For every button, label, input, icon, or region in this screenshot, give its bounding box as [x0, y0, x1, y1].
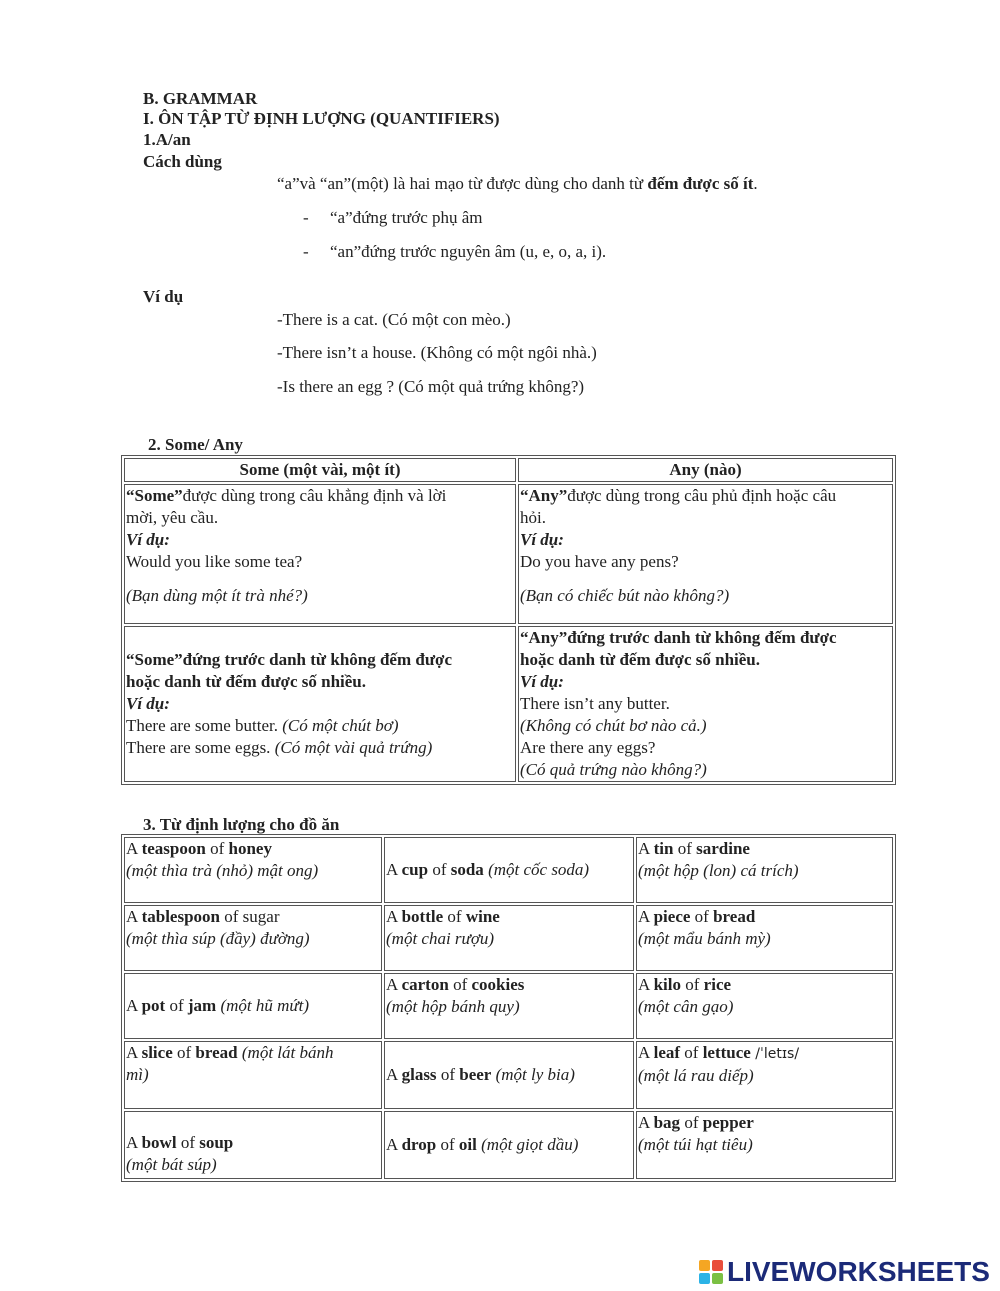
example-translation: (Có một chút bơ)	[282, 716, 399, 735]
any-rule: “Any”đứng trước danh từ không đếm được	[520, 628, 837, 647]
food-cell-text: A	[386, 860, 402, 879]
food-cell-text: pot	[141, 996, 166, 1015]
any-rule-2: hoặc danh từ đếm được số nhiều.	[520, 650, 761, 669]
example-label: Ví dụ:	[520, 672, 564, 691]
food-cell-text: A	[638, 1043, 654, 1062]
food-translation: (một giọt dầu)	[476, 1135, 579, 1154]
food-cell-text: soda	[450, 860, 484, 879]
some-rule: “Some”đứng trước danh từ không đếm được	[126, 650, 453, 669]
food-cell-text: beer	[459, 1065, 492, 1084]
cell-any-usage	[518, 484, 893, 624]
food-translation: (một ly bia)	[491, 1065, 575, 1084]
food-cell	[124, 1111, 382, 1179]
some-keyword: “Some”	[126, 486, 183, 505]
food-cell-text: A	[126, 907, 142, 926]
food-cell-text: A	[386, 1065, 402, 1084]
food-cell-text: lettuce	[702, 1043, 751, 1062]
food-translation: (một cân gạo)	[638, 997, 734, 1016]
food-cell-text: honey	[228, 839, 272, 858]
food-translation: (một túi hạt tiêu)	[638, 1135, 753, 1154]
food-cell-text: tablespoon	[141, 907, 221, 926]
food-cell-text: bag	[653, 1113, 681, 1132]
bullet-item: “an”đứng trước nguyên âm (u, e, o, a, i).	[330, 242, 607, 261]
food-cell	[124, 837, 382, 903]
subheading-food-quantifiers: 3. Từ định lượng cho đồ ăn	[143, 815, 340, 834]
table-row	[124, 1041, 893, 1109]
usage-intro-emphasis: đếm được số ít	[647, 174, 754, 193]
food-cell	[384, 1111, 634, 1179]
example-translation: (Bạn có chiếc bút nào không?)	[520, 586, 730, 605]
food-cell	[636, 1111, 893, 1179]
food-cell-text: A	[126, 839, 142, 858]
section-heading: B. GRAMMAR	[143, 89, 258, 108]
any-usage-text-2: hỏi.	[520, 508, 546, 527]
some-usage-text-2: mời, yêu cầu.	[126, 508, 219, 527]
food-translation: (một hộp bánh quy)	[386, 997, 520, 1016]
example-translation: (Không có chút bơ nào cả.)	[520, 716, 707, 735]
food-translation: (một hũ mứt)	[216, 996, 310, 1015]
table-row	[124, 837, 893, 903]
food-cell-text: A	[126, 1133, 142, 1152]
food-cell-text: of	[436, 1065, 460, 1084]
food-cell-text: piece	[653, 907, 691, 926]
food-cell-text: oil	[458, 1135, 477, 1154]
logo-blocks-icon	[699, 1260, 723, 1284]
example-sentence: Would you like some tea?	[126, 552, 303, 571]
food-cell-text: A	[638, 975, 654, 994]
food-translation: (một thìa súp (đầy) đường)	[126, 929, 310, 948]
food-cell-text: A	[126, 1043, 142, 1062]
example-translation: (Bạn dùng một ít trà nhé?)	[126, 586, 308, 605]
food-cell-text: bowl	[141, 1133, 177, 1152]
food-cell-text: jam	[187, 996, 217, 1015]
table-row	[124, 1111, 893, 1179]
food-cell-text: sardine	[696, 839, 750, 858]
food-cell-text: A	[638, 1113, 654, 1132]
food-translation: (một hộp (lon) cá trích)	[638, 861, 799, 880]
food-cell-text: wine	[465, 907, 500, 926]
liveworksheets-logo	[699, 1256, 990, 1288]
food-cell-text: of	[673, 839, 697, 858]
food-translation: (một thìa trà (nhỏ) mật ong)	[126, 861, 319, 880]
food-cell-text: of	[690, 907, 714, 926]
food-cell-text: of	[680, 1043, 703, 1062]
cell-some-usage	[124, 484, 516, 624]
food-cell	[384, 905, 634, 971]
food-cell-text: of	[681, 975, 704, 994]
example-label: Ví dụ:	[126, 694, 170, 713]
food-cell-text: bottle	[401, 907, 444, 926]
food-translation: (một lá rau diếp)	[638, 1066, 754, 1085]
food-cell-text: A	[386, 1135, 402, 1154]
subheading-some-any: 2. Some/ Any	[148, 435, 243, 454]
usage-intro-text: “a”và “an”(một) là hai mạo từ được dùng cho danh từ	[277, 174, 648, 193]
food-cell-text: tin	[653, 839, 674, 858]
header-any: Any (nào)	[518, 458, 893, 482]
table-row	[124, 905, 893, 971]
food-cell-text: pepper	[702, 1113, 754, 1132]
food-translation: (một lát bánh	[237, 1043, 334, 1062]
example-sentence: Do you have any pens?	[520, 552, 679, 571]
food-cell-text: rice	[703, 975, 732, 994]
food-cell-text: cup	[401, 860, 429, 879]
food-translation: (một chai rượu)	[386, 929, 495, 948]
header-some: Some (một vài, một ít)	[124, 458, 516, 482]
example-line: -There is a cat. (Có một con mèo.)	[277, 310, 511, 329]
example-sentence: There are some butter.	[126, 716, 283, 735]
food-translation: (một cốc soda)	[483, 860, 590, 879]
example-translation: (Có quả trứng nào không?)	[520, 760, 707, 779]
bullet-dash: -	[303, 242, 309, 261]
example-label: Ví dụ:	[520, 530, 564, 549]
food-cell-text: of	[448, 975, 472, 994]
some-any-table	[121, 455, 896, 785]
food-cell-text: of	[428, 860, 451, 879]
part-heading: I. ÔN TẬP TỪ ĐỊNH LƯỢNG (QUANTIFIERS)	[143, 109, 500, 128]
food-cell	[384, 1041, 634, 1109]
some-rule-2: hoặc danh từ đếm được số nhiều.	[126, 672, 367, 691]
food-translation: (một bát súp)	[126, 1155, 217, 1174]
bullet-dash: -	[303, 208, 309, 227]
food-cell-text: A	[126, 996, 142, 1015]
example-title: Ví dụ	[143, 287, 184, 306]
food-quantifier-table	[121, 834, 896, 1182]
table-row	[124, 626, 893, 782]
food-cell	[636, 1041, 893, 1109]
food-cell-text: soup	[199, 1133, 234, 1152]
any-usage-text: được dùng trong câu phủ định hoặc câu	[567, 486, 837, 505]
food-cell-text: bread	[195, 1043, 238, 1062]
food-cell-text: glass	[401, 1065, 437, 1084]
food-cell-text: of	[165, 996, 188, 1015]
food-cell-text: of	[172, 1043, 196, 1062]
food-cell-text: A	[386, 975, 402, 994]
any-keyword: “Any”	[520, 486, 568, 505]
food-cell	[384, 837, 634, 903]
food-cell	[636, 973, 893, 1039]
food-cell	[124, 905, 382, 971]
table-header-row	[124, 458, 893, 482]
food-cell-text: of	[176, 1133, 200, 1152]
food-cell-text: of	[443, 907, 466, 926]
usage-intro-end: .	[753, 174, 758, 193]
food-cell-text: carton	[401, 975, 449, 994]
food-cell-text: A	[386, 907, 402, 926]
example-sentence: There are some eggs.	[126, 738, 275, 757]
food-cell	[384, 973, 634, 1039]
food-cell	[636, 837, 893, 903]
food-cell-text: A	[638, 839, 654, 858]
example-sentence: Are there any eggs?	[520, 738, 656, 757]
bullet-item: “a”đứng trước phụ âm	[330, 208, 483, 227]
food-cell-text: of	[436, 1135, 459, 1154]
example-line: -There isn’t a house. (Không có một ngôi nhà.)	[277, 343, 597, 362]
food-cell-text: drop	[401, 1135, 437, 1154]
example-sentence: There isn’t any butter.	[520, 694, 670, 713]
example-line: -Is there an egg ? (Có một quả trứng không?)	[277, 377, 585, 396]
food-cell-text: cookies	[471, 975, 525, 994]
some-usage-text: được dùng trong câu khẳng định và lời	[182, 486, 447, 505]
table-row	[124, 973, 893, 1039]
usage-intro	[277, 174, 758, 194]
food-cell-text: teaspoon	[141, 839, 206, 858]
cell-any-rule	[518, 626, 893, 782]
subheading-a-an: 1.A/an	[143, 130, 191, 149]
food-cell-text: leaf	[653, 1043, 681, 1062]
food-cell-text: of sugar	[220, 907, 280, 926]
food-cell-text: of	[680, 1113, 703, 1132]
food-cell	[124, 973, 382, 1039]
logo-text: LIVEWORKSHEETS	[727, 1256, 990, 1287]
example-label: Ví dụ:	[126, 530, 170, 549]
table-row	[124, 484, 893, 624]
example-translation: (Có một vài quả trứng)	[274, 738, 433, 757]
food-cell-text: A	[638, 907, 654, 926]
food-translation-2: mì)	[126, 1065, 149, 1084]
food-translation: (một mẩu bánh mỳ)	[638, 929, 771, 948]
food-cell-text: of	[205, 839, 229, 858]
ipa-transcription: /ˈletɪs/	[750, 1046, 800, 1062]
food-cell-text: kilo	[653, 975, 681, 994]
food-cell	[636, 905, 893, 971]
usage-title: Cách dùng	[143, 152, 222, 171]
cell-some-rule	[124, 626, 516, 782]
food-cell-text: bread	[713, 907, 756, 926]
food-cell-text: slice	[141, 1043, 173, 1062]
food-cell	[124, 1041, 382, 1109]
